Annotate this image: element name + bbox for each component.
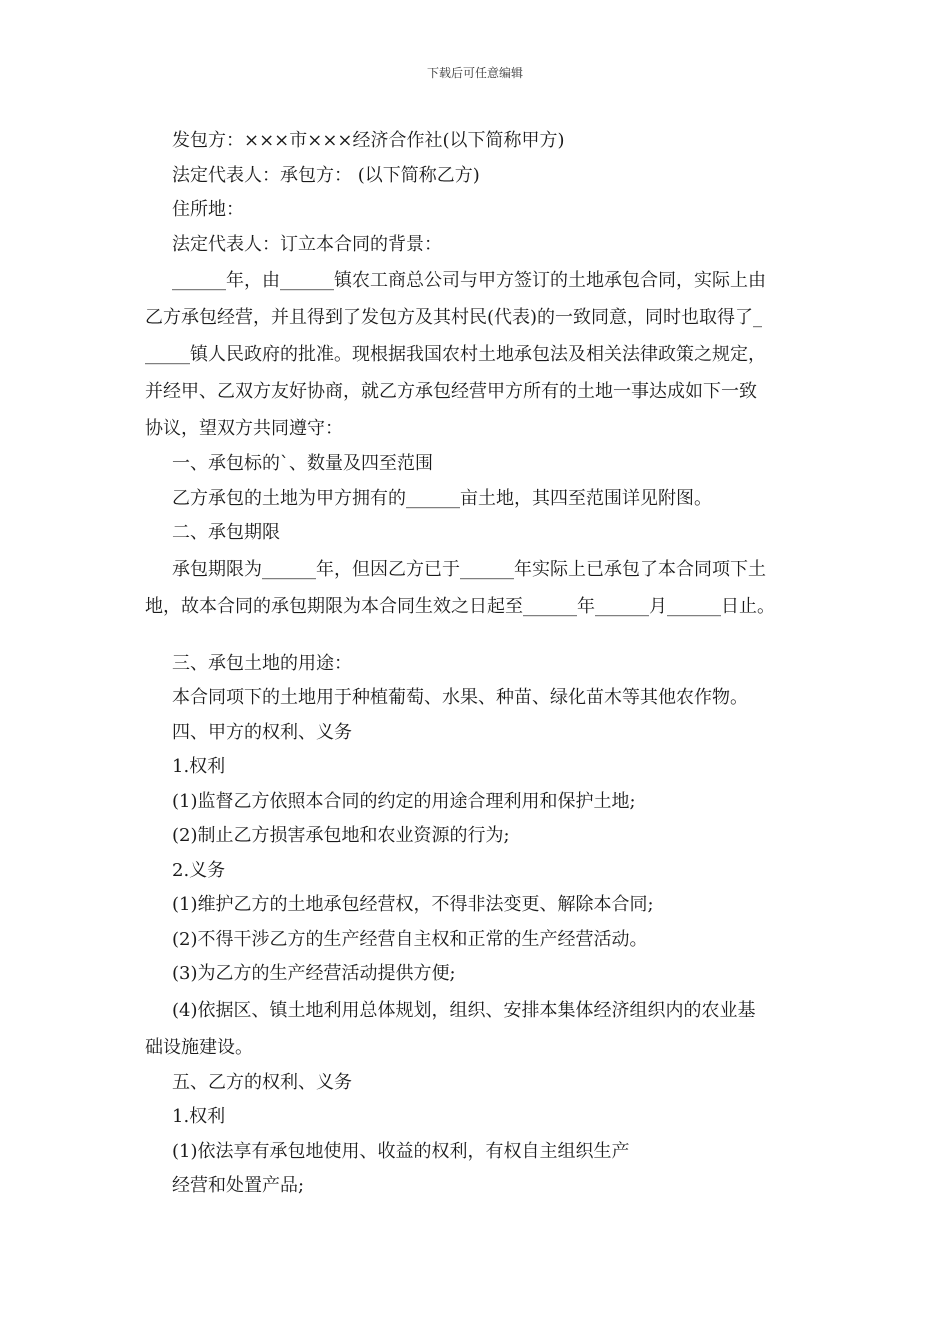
legal-rep-line: 法定代表人：承包方： (以下简称乙方): [172, 164, 480, 186]
page-header: 下载后可任意编辑: [426, 66, 523, 80]
contractor-line: 发包方：×××市×××经济合作社(以下简称甲方): [172, 130, 565, 151]
section-heading-4: 四、甲方的权利、义务: [172, 721, 352, 743]
list-item: (2)不得干涉乙方的生产经营自主权和正常的生产经营活动。: [172, 928, 648, 950]
rights-heading: 1.权利: [172, 1106, 226, 1127]
background-paragraph-line: 乙方承包经营，并且得到了发包方及其村民(代表)的一致同意，同时也取得了_: [145, 307, 763, 328]
background-paragraph-line: _____镇人民政府的批准。现根据我国农村土地承包法及相关法律政策之规定，: [145, 344, 766, 365]
section-2-text-line: 承包期限为______年，但因乙方已于______年实际上已承包了本合同项下土: [172, 558, 766, 580]
section-2-text-line: 地，故本合同的承包期限为本合同生效之日起至______年______月______日止。: [145, 595, 775, 617]
section-heading-1: 一、承包标的`、数量及四至范围: [172, 453, 433, 474]
list-item: (2)制止乙方损害承包地和农业资源的行为;: [172, 825, 510, 846]
list-item: (3)为乙方的生产经营活动提供方便;: [172, 963, 456, 984]
obligations-heading: 2.义务: [172, 859, 226, 881]
list-item-continuation: 经营和处置产品;: [172, 1175, 305, 1196]
list-item-continuation: 础设施建设。: [145, 1036, 253, 1058]
address-line: 住所地：: [172, 199, 244, 220]
list-item: (4)依据区、镇土地利用总体规划，组织、安排本集体经济组织内的农业基: [172, 999, 756, 1021]
section-heading-2: 二、承包期限: [172, 522, 280, 543]
background-paragraph-line: ______年，由______镇农工商总公司与甲方签订的土地承包合同，实际上由: [172, 270, 766, 291]
section-3-text: 本合同项下的土地用于种植葡萄、水果、种苗、绿化苗木等其他农作物。: [172, 687, 748, 708]
section-heading-5: 五、乙方的权利、义务: [172, 1071, 352, 1093]
background-heading: 法定代表人：订立本合同的背景：: [172, 233, 442, 255]
section-heading-3: 三、承包土地的用途：: [172, 652, 352, 674]
list-item: (1)监督乙方依照本合同的约定的用途合理利用和保护土地;: [172, 790, 636, 812]
background-paragraph-line: 并经甲、乙双方友好协商，就乙方承包经营甲方所有的土地一事达成如下一致: [145, 381, 757, 402]
contract-body: [145, 124, 825, 1204]
list-item: (1)维护乙方的土地承包经营权，不得非法变更、解除本合同;: [172, 894, 654, 915]
background-paragraph-line: 协议，望双方共同遵守：: [145, 418, 343, 439]
rights-heading: 1.权利: [172, 756, 226, 777]
list-item: (1)依法享有承包地使用、收益的权利，有权自主组织生产: [172, 1140, 630, 1162]
section-1-text: 乙方承包的土地为甲方拥有的______亩土地，其四至范围详见附图。: [172, 487, 712, 509]
paragraph-gap: [145, 625, 825, 647]
